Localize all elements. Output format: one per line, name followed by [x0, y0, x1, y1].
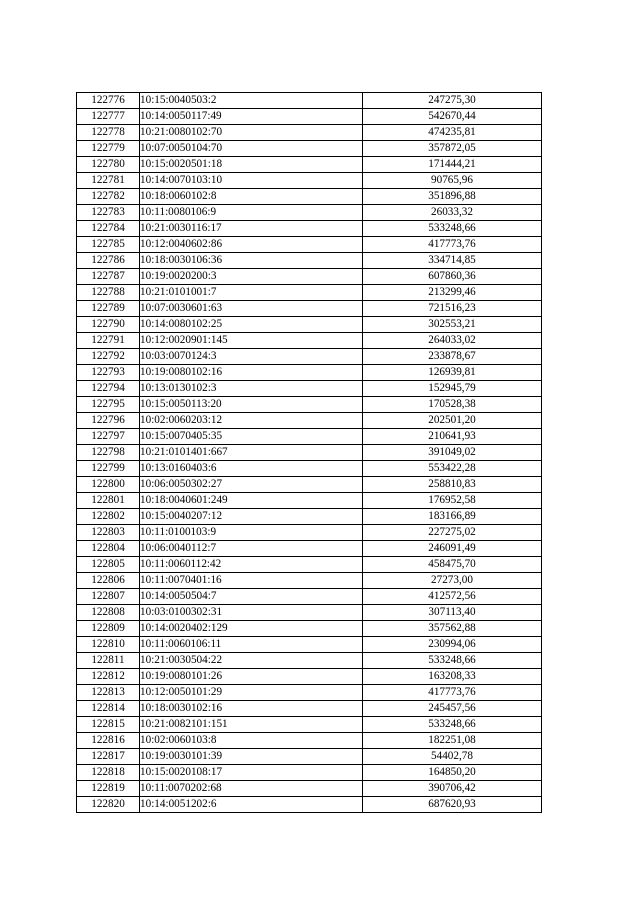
cadastral-number-cell: 10:15:0020501:18 [140, 157, 363, 173]
table-row [77, 717, 542, 733]
table-row [77, 541, 542, 557]
row-id-cell: 122806 [77, 573, 140, 589]
row-id-cell: 122790 [77, 317, 140, 333]
amount-cell: 264033,02 [363, 333, 542, 349]
amount-cell: 27273,00 [363, 573, 542, 589]
table-row [77, 685, 542, 701]
amount-cell: 164850,20 [363, 765, 542, 781]
amount-cell: 533248,66 [363, 653, 542, 669]
cadastral-number-cell: 10:13:0130102:3 [140, 381, 363, 397]
amount-cell: 687620,93 [363, 797, 542, 813]
row-id-cell: 122803 [77, 525, 140, 541]
amount-cell: 246091,49 [363, 541, 542, 557]
amount-cell: 152945,79 [363, 381, 542, 397]
cadastral-number-cell: 10:12:0050101:29 [140, 685, 363, 701]
amount-cell: 458475,70 [363, 557, 542, 573]
table-row [77, 381, 542, 397]
row-id-cell: 122777 [77, 109, 140, 125]
table-row [77, 413, 542, 429]
table-row [77, 285, 542, 301]
amount-cell: 533248,66 [363, 717, 542, 733]
amount-cell: 533248,66 [363, 221, 542, 237]
cadastral-number-cell: 10:15:0050113:20 [140, 397, 363, 413]
row-id-cell: 122807 [77, 589, 140, 605]
row-id-cell: 122783 [77, 205, 140, 221]
table-row [77, 237, 542, 253]
cadastral-number-cell: 10:19:0030101:39 [140, 749, 363, 765]
amount-cell: 233878,67 [363, 349, 542, 365]
table-row [77, 525, 542, 541]
row-id-cell: 122792 [77, 349, 140, 365]
cadastral-number-cell: 10:06:0050302:27 [140, 477, 363, 493]
table-row [77, 589, 542, 605]
amount-cell: 176952,58 [363, 493, 542, 509]
table-row [77, 125, 542, 141]
amount-cell: 390706,42 [363, 781, 542, 797]
row-id-cell: 122811 [77, 653, 140, 669]
row-id-cell: 122805 [77, 557, 140, 573]
row-id-cell: 122776 [77, 93, 140, 109]
table-row [77, 349, 542, 365]
cadastral-number-cell: 10:18:0030106:36 [140, 253, 363, 269]
table-row [77, 333, 542, 349]
amount-cell: 357562,88 [363, 621, 542, 637]
row-id-cell: 122788 [77, 285, 140, 301]
table-row [77, 93, 542, 109]
cadastral-number-cell: 10:11:0060106:11 [140, 637, 363, 653]
table-row [77, 749, 542, 765]
cadastral-number-cell: 10:13:0160403:6 [140, 461, 363, 477]
row-id-cell: 122787 [77, 269, 140, 285]
cadastral-number-cell: 10:15:0070405:35 [140, 429, 363, 445]
cadastral-number-cell: 10:11:0060112:42 [140, 557, 363, 573]
cadastral-number-cell: 10:07:0050104:70 [140, 141, 363, 157]
amount-cell: 126939,81 [363, 365, 542, 381]
amount-cell: 542670,44 [363, 109, 542, 125]
amount-cell: 553422,28 [363, 461, 542, 477]
amount-cell: 54402,78 [363, 749, 542, 765]
amount-cell: 210641,93 [363, 429, 542, 445]
amount-cell: 721516,23 [363, 301, 542, 317]
row-id-cell: 122786 [77, 253, 140, 269]
row-id-cell: 122810 [77, 637, 140, 653]
table-row [77, 557, 542, 573]
row-id-cell: 122800 [77, 477, 140, 493]
table-row [77, 605, 542, 621]
row-id-cell: 122797 [77, 429, 140, 445]
table-row [77, 429, 542, 445]
registry-table [76, 92, 542, 813]
cadastral-number-cell: 10:15:0040503:2 [140, 93, 363, 109]
table-row [77, 573, 542, 589]
row-id-cell: 122795 [77, 397, 140, 413]
amount-cell: 171444,21 [363, 157, 542, 173]
row-id-cell: 122813 [77, 685, 140, 701]
cadastral-number-cell: 10:19:0080101:26 [140, 669, 363, 685]
row-id-cell: 122796 [77, 413, 140, 429]
row-id-cell: 122815 [77, 717, 140, 733]
row-id-cell: 122802 [77, 509, 140, 525]
amount-cell: 26033,32 [363, 205, 542, 221]
amount-cell: 163208,33 [363, 669, 542, 685]
amount-cell: 412572,56 [363, 589, 542, 605]
row-id-cell: 122778 [77, 125, 140, 141]
table-row [77, 397, 542, 413]
cadastral-number-cell: 10:19:0080102:16 [140, 365, 363, 381]
table-row [77, 733, 542, 749]
amount-cell: 391049,02 [363, 445, 542, 461]
table-row [77, 781, 542, 797]
table-row [77, 701, 542, 717]
row-id-cell: 122794 [77, 381, 140, 397]
amount-cell: 417773,76 [363, 685, 542, 701]
row-id-cell: 122784 [77, 221, 140, 237]
cadastral-number-cell: 10:15:0040207:12 [140, 509, 363, 525]
row-id-cell: 122819 [77, 781, 140, 797]
table-row [77, 621, 542, 637]
amount-cell: 302553,21 [363, 317, 542, 333]
amount-cell: 357872,05 [363, 141, 542, 157]
row-id-cell: 122798 [77, 445, 140, 461]
row-id-cell: 122818 [77, 765, 140, 781]
row-id-cell: 122781 [77, 173, 140, 189]
row-id-cell: 122782 [77, 189, 140, 205]
amount-cell: 607860,36 [363, 269, 542, 285]
cadastral-number-cell: 10:18:0060102:8 [140, 189, 363, 205]
table-row [77, 445, 542, 461]
cadastral-number-cell: 10:18:0030102:16 [140, 701, 363, 717]
table-row [77, 109, 542, 125]
amount-cell: 213299,46 [363, 285, 542, 301]
cadastral-number-cell: 10:03:0100302:31 [140, 605, 363, 621]
row-id-cell: 122816 [77, 733, 140, 749]
amount-cell: 474235,81 [363, 125, 542, 141]
cadastral-number-cell: 10:03:0070124:3 [140, 349, 363, 365]
table-row [77, 269, 542, 285]
cadastral-number-cell: 10:06:0040112:7 [140, 541, 363, 557]
row-id-cell: 122820 [77, 797, 140, 813]
table-row [77, 141, 542, 157]
cadastral-number-cell: 10:14:0050117:49 [140, 109, 363, 125]
table-row [77, 205, 542, 221]
row-id-cell: 122791 [77, 333, 140, 349]
cadastral-number-cell: 10:14:0050504:7 [140, 589, 363, 605]
table-row [77, 157, 542, 173]
table-row [77, 365, 542, 381]
amount-cell: 351896,88 [363, 189, 542, 205]
row-id-cell: 122808 [77, 605, 140, 621]
table-row [77, 253, 542, 269]
amount-cell: 227275,02 [363, 525, 542, 541]
cadastral-number-cell: 10:11:0070401:16 [140, 573, 363, 589]
row-id-cell: 122801 [77, 493, 140, 509]
cadastral-number-cell: 10:14:0020402:129 [140, 621, 363, 637]
cadastral-number-cell: 10:11:0080106:9 [140, 205, 363, 221]
cadastral-number-cell: 10:21:0030116:17 [140, 221, 363, 237]
cadastral-number-cell: 10:11:0100103:9 [140, 525, 363, 541]
cadastral-number-cell: 10:02:0060103:8 [140, 733, 363, 749]
table-row [77, 637, 542, 653]
registry-table-body [77, 93, 542, 813]
amount-cell: 334714,85 [363, 253, 542, 269]
row-id-cell: 122793 [77, 365, 140, 381]
row-id-cell: 122804 [77, 541, 140, 557]
cadastral-number-cell: 10:21:0101401:667 [140, 445, 363, 461]
amount-cell: 258810,83 [363, 477, 542, 493]
cadastral-number-cell: 10:18:0040601:249 [140, 493, 363, 509]
cadastral-number-cell: 10:14:0080102:25 [140, 317, 363, 333]
row-id-cell: 122812 [77, 669, 140, 685]
amount-cell: 230994,06 [363, 637, 542, 653]
amount-cell: 307113,40 [363, 605, 542, 621]
table-row [77, 797, 542, 813]
table-row [77, 189, 542, 205]
row-id-cell: 122799 [77, 461, 140, 477]
table-row [77, 317, 542, 333]
amount-cell: 202501,20 [363, 413, 542, 429]
amount-cell: 170528,38 [363, 397, 542, 413]
row-id-cell: 122785 [77, 237, 140, 253]
cadastral-number-cell: 10:12:0020901:145 [140, 333, 363, 349]
amount-cell: 183166,89 [363, 509, 542, 525]
amount-cell: 90765,96 [363, 173, 542, 189]
amount-cell: 245457,56 [363, 701, 542, 717]
table-row [77, 301, 542, 317]
cadastral-number-cell: 10:02:0060203:12 [140, 413, 363, 429]
row-id-cell: 122809 [77, 621, 140, 637]
row-id-cell: 122779 [77, 141, 140, 157]
table-row [77, 653, 542, 669]
table-row [77, 461, 542, 477]
table-row [77, 477, 542, 493]
cadastral-number-cell: 10:21:0030504:22 [140, 653, 363, 669]
amount-cell: 247275,30 [363, 93, 542, 109]
cadastral-number-cell: 10:11:0070202:68 [140, 781, 363, 797]
table-row [77, 493, 542, 509]
cadastral-number-cell: 10:12:0040602:86 [140, 237, 363, 253]
table-row [77, 221, 542, 237]
amount-cell: 417773,76 [363, 237, 542, 253]
cadastral-number-cell: 10:14:0070103:10 [140, 173, 363, 189]
cadastral-number-cell: 10:15:0020108:17 [140, 765, 363, 781]
cadastral-number-cell: 10:21:0101001:7 [140, 285, 363, 301]
cadastral-number-cell: 10:19:0020200:3 [140, 269, 363, 285]
cadastral-number-cell: 10:21:0080102:70 [140, 125, 363, 141]
cadastral-number-cell: 10:07:0030601:63 [140, 301, 363, 317]
row-id-cell: 122789 [77, 301, 140, 317]
row-id-cell: 122814 [77, 701, 140, 717]
table-row [77, 509, 542, 525]
table-row [77, 765, 542, 781]
row-id-cell: 122780 [77, 157, 140, 173]
row-id-cell: 122817 [77, 749, 140, 765]
amount-cell: 182251,08 [363, 733, 542, 749]
cadastral-number-cell: 10:14:0051202:6 [140, 797, 363, 813]
table-row [77, 173, 542, 189]
table-row [77, 669, 542, 685]
cadastral-number-cell: 10:21:0082101:151 [140, 717, 363, 733]
